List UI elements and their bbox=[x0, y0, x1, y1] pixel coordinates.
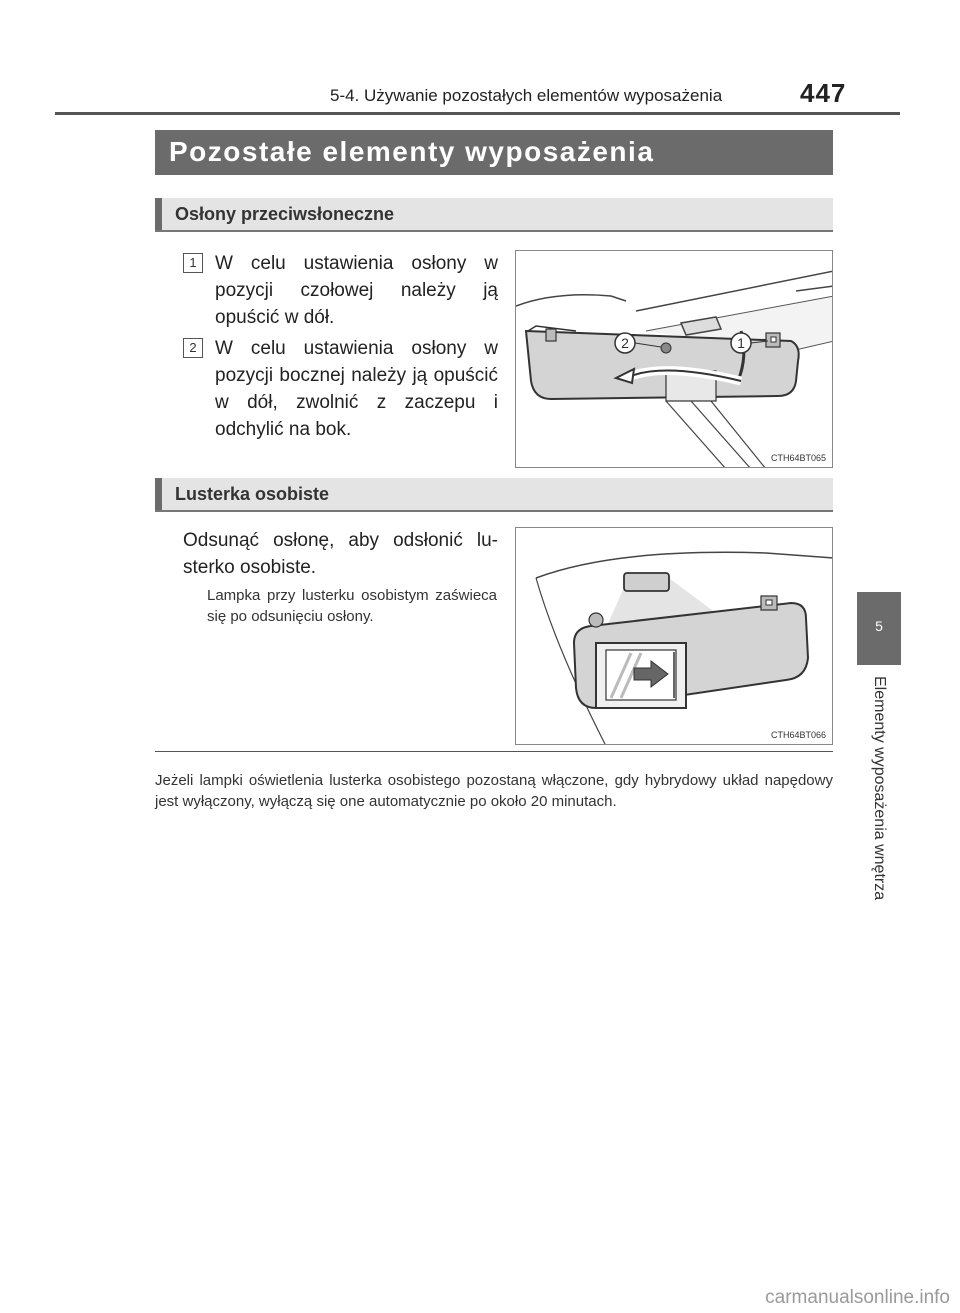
figure-code: CTH64BT065 bbox=[770, 453, 826, 463]
section-title-sunvisors: Osłony przeciwsłoneczne bbox=[175, 204, 395, 224]
section-header-sunvisors bbox=[155, 198, 833, 232]
sunvisor-illustration bbox=[516, 251, 833, 468]
footnote: Jeżeli lampki oświetlenia lusterka osobistego pozostaną włączone, gdy hybrydowy układ napędowy jest wyłączony, wyłączą się one automatycznie po około 20 minutach. bbox=[155, 772, 833, 810]
mirror-note: Lampka przy lusterku osobistym zaświeca się po odsunięciu osłony. bbox=[207, 587, 497, 625]
page-number: 447 bbox=[800, 78, 847, 108]
callout-1: 1 bbox=[737, 335, 745, 351]
chapter-tab bbox=[857, 592, 901, 665]
mirror-instruction: Odsunąć osłonę, aby odsłonić lusterko osobiste. bbox=[183, 530, 498, 578]
step-number-2: 2 bbox=[183, 338, 203, 358]
step-number-1: 1 bbox=[183, 253, 203, 273]
watermark: carmanualsonline.info bbox=[765, 1287, 950, 1308]
step-text-1: W celu ustawienia osłony w pozycji czołowej należy ją opuścić w dół. bbox=[215, 253, 498, 328]
mirror-illustration bbox=[516, 528, 833, 745]
step-2 bbox=[183, 335, 498, 465]
section-divider bbox=[155, 751, 833, 752]
chapter-tab-label: Elementy wyposażenia wnętrza bbox=[871, 676, 888, 901]
step-1 bbox=[183, 250, 498, 335]
step-text-2: W celu ustawienia osłony w pozycji bocznej należy ją opuścić w dół, zwolnić z zaczepu i odchylić na bok. bbox=[215, 338, 498, 440]
section-bar bbox=[155, 478, 162, 510]
section-bar bbox=[155, 198, 162, 230]
chapter-tab-number: 5 bbox=[875, 618, 883, 634]
callout-2: 2 bbox=[621, 335, 629, 351]
main-title-banner bbox=[155, 130, 833, 175]
figure-code: CTH64BT066 bbox=[770, 730, 826, 740]
section-header-mirrors bbox=[155, 478, 833, 512]
figure-mirror bbox=[515, 527, 833, 745]
figure-sunvisor bbox=[515, 250, 833, 468]
header-divider bbox=[55, 112, 900, 115]
section-title-mirrors: Lusterka osobiste bbox=[175, 484, 330, 504]
main-title: Pozostałe elementy wyposażenia bbox=[169, 136, 655, 167]
chapter-title: 5-4. Używanie pozostałych elementów wyposażenia bbox=[330, 86, 723, 105]
